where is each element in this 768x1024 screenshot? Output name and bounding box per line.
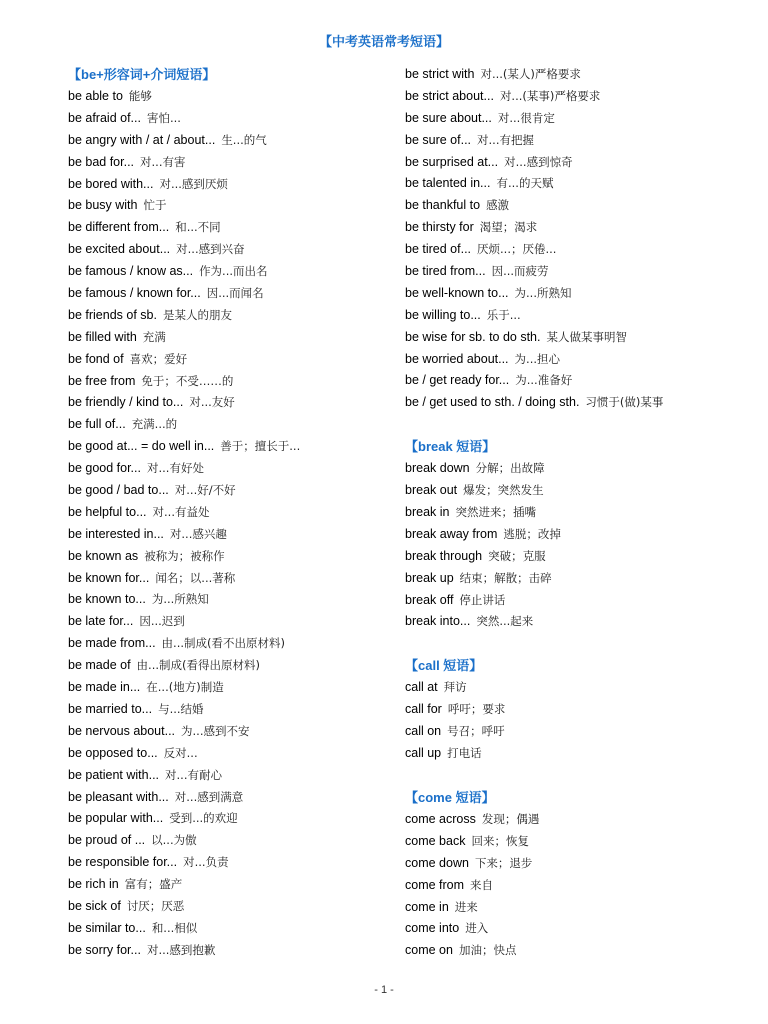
phrase-row bbox=[68, 480, 388, 502]
phrase-english: be interested in... bbox=[68, 526, 164, 541]
phrase-row bbox=[405, 195, 755, 217]
phrase-english: be helpful to... bbox=[68, 504, 147, 519]
section-gap bbox=[405, 633, 755, 655]
phrase-row bbox=[68, 699, 388, 721]
phrase-english: be filled with bbox=[68, 329, 137, 344]
phrase-chinese: 加油；快点 bbox=[458, 943, 517, 958]
phrase-row bbox=[405, 677, 755, 699]
phrase-english: be busy with bbox=[68, 198, 138, 213]
phrase-list-come bbox=[405, 809, 755, 962]
phrase-chinese: 突然进来；插嘴 bbox=[455, 505, 536, 520]
phrase-english: break out bbox=[405, 483, 458, 498]
phrase-row bbox=[68, 655, 388, 677]
phrase-row bbox=[405, 853, 755, 875]
phrase-english: be opposed to... bbox=[68, 745, 158, 760]
phrase-row bbox=[68, 743, 388, 765]
phrase-row bbox=[405, 349, 755, 371]
phrase-row bbox=[405, 590, 755, 612]
phrase-row bbox=[405, 64, 755, 86]
phrase-chinese: 为...担心 bbox=[514, 351, 561, 366]
phrase-english: be popular with... bbox=[68, 811, 164, 826]
phrase-chinese: 呼吁；要求 bbox=[447, 702, 506, 717]
section-heading-break: 【break 短语】 bbox=[405, 439, 496, 455]
phrase-english: be sure about... bbox=[405, 110, 492, 125]
phrase-row bbox=[405, 875, 755, 897]
phrase-chinese: 对...感兴趣 bbox=[169, 526, 227, 541]
phrase-english: be strict with bbox=[405, 67, 475, 81]
phrase-chinese: 与...结婚 bbox=[158, 701, 204, 716]
phrase-chinese: 对...(某人)严格要求 bbox=[480, 67, 581, 81]
phrase-english: come across bbox=[405, 811, 476, 826]
phrase-english: come in bbox=[405, 899, 449, 914]
phrase-english: be / get ready for... bbox=[405, 373, 510, 388]
phrase-chinese: 被称为；被称作 bbox=[144, 548, 225, 563]
phrase-english: be made of bbox=[68, 658, 131, 673]
phrase-list-break bbox=[405, 458, 755, 633]
phrase-chinese: 因...迟到 bbox=[139, 614, 185, 629]
phrase-chinese: 渴望；渴求 bbox=[479, 220, 538, 235]
phrase-english: be friends of sb. bbox=[68, 307, 157, 322]
left-column bbox=[68, 64, 388, 962]
phrase-row bbox=[405, 327, 755, 349]
phrase-row bbox=[405, 699, 755, 721]
phrase-english: be made in... bbox=[68, 680, 141, 695]
phrase-chinese: 充满...的 bbox=[131, 417, 178, 432]
right-column bbox=[405, 64, 755, 962]
phrase-row bbox=[68, 524, 388, 546]
phrase-english: be sorry for... bbox=[68, 942, 141, 957]
phrase-chinese: 厌烦...；厌倦... bbox=[477, 242, 557, 257]
phrase-chinese: 某人做某事明智 bbox=[546, 329, 627, 344]
phrase-row bbox=[68, 918, 388, 940]
phrase-chinese: 反对... bbox=[163, 745, 198, 760]
phrase-chinese: 为...准备好 bbox=[515, 373, 573, 388]
page-title: 【中考英语常考短语】 bbox=[318, 34, 449, 49]
phrase-english: be nervous about... bbox=[68, 723, 176, 738]
phrase-english: be known as bbox=[68, 548, 139, 563]
phrase-chinese: 分解；出故障 bbox=[475, 461, 545, 476]
phrase-row bbox=[68, 108, 388, 130]
phrase-chinese: 突破；克服 bbox=[488, 548, 546, 563]
phrase-row bbox=[68, 852, 388, 874]
phrase-chinese: 为...感到不安 bbox=[181, 723, 250, 738]
phrase-chinese: 对...(某事)严格要求 bbox=[499, 88, 601, 103]
phrase-chinese: 讨厌；厌恶 bbox=[126, 898, 185, 913]
phrase-row bbox=[68, 130, 388, 152]
phrase-chinese: 是某人的朋友 bbox=[162, 307, 232, 322]
phrase-row bbox=[68, 305, 388, 327]
phrase-english: break up bbox=[405, 570, 454, 585]
phrase-english: be worried about... bbox=[405, 351, 509, 366]
phrase-english: be strict about... bbox=[405, 88, 494, 103]
phrase-row bbox=[68, 327, 388, 349]
phrase-row bbox=[68, 371, 388, 393]
phrase-row bbox=[405, 918, 755, 940]
phrase-english: be sure of... bbox=[405, 132, 472, 147]
phrase-chinese: 和...不同 bbox=[175, 220, 221, 235]
phrase-row bbox=[405, 283, 755, 305]
phrase-row bbox=[405, 108, 755, 130]
section-heading-call: 【call 短语】 bbox=[405, 658, 483, 674]
phrase-chinese: 闻名；以...著称 bbox=[155, 570, 236, 585]
phrase-row bbox=[68, 611, 388, 633]
phrase-chinese: 突然...起来 bbox=[476, 614, 534, 629]
phrase-english: be similar to... bbox=[68, 920, 146, 935]
phrase-row bbox=[405, 721, 755, 743]
phrase-chinese: 对...负责 bbox=[183, 855, 229, 870]
phrase-list-call bbox=[405, 677, 755, 765]
phrase-english: be full of... bbox=[68, 417, 126, 432]
phrase-chinese: 受到...的欢迎 bbox=[169, 811, 238, 826]
phrase-row bbox=[68, 86, 388, 108]
phrase-english: call up bbox=[405, 746, 442, 761]
phrase-english: be known for... bbox=[68, 570, 150, 585]
phrase-row bbox=[68, 152, 388, 174]
phrase-english: be famous / know as... bbox=[68, 264, 194, 279]
phrase-row bbox=[405, 370, 755, 392]
phrase-english: be talented in... bbox=[405, 176, 491, 191]
phrase-chinese: 对...有耐心 bbox=[165, 767, 222, 782]
phrase-row bbox=[68, 217, 388, 239]
phrase-english: be / get used to sth. / doing sth. bbox=[405, 395, 580, 410]
phrase-row bbox=[68, 414, 388, 436]
phrase-row bbox=[405, 480, 755, 502]
phrase-row bbox=[405, 611, 755, 633]
phrase-row bbox=[68, 765, 388, 787]
phrase-chinese: 逃脱；改掉 bbox=[503, 526, 561, 541]
phrase-chinese: 和...相似 bbox=[151, 920, 198, 935]
phrase-english: be patient with... bbox=[68, 767, 160, 782]
phrase-row bbox=[405, 831, 755, 853]
phrase-chinese: 对...有益处 bbox=[152, 504, 210, 519]
phrase-chinese: 来自 bbox=[470, 877, 494, 892]
phrase-chinese: 能够 bbox=[128, 89, 152, 103]
phrase-english: be thirsty for bbox=[405, 220, 474, 235]
phrase-chinese: 富有；盛产 bbox=[124, 877, 183, 892]
phrase-row bbox=[405, 130, 755, 152]
phrase-row bbox=[405, 897, 755, 919]
phrase-english: be willing to... bbox=[405, 307, 481, 322]
phrase-english: come on bbox=[405, 943, 453, 958]
phrase-row bbox=[68, 239, 388, 261]
phrase-english: be known to... bbox=[68, 592, 146, 607]
phrase-chinese: 爆发；突然发生 bbox=[463, 483, 544, 498]
phrase-english: break off bbox=[405, 592, 454, 607]
section-heading-come: 【come 短语】 bbox=[405, 789, 495, 805]
phrase-english: be afraid of... bbox=[68, 110, 141, 125]
phrase-row bbox=[68, 677, 388, 699]
phrase-chinese: 对...感到满意 bbox=[174, 789, 244, 804]
phrase-chinese: 因...而疲劳 bbox=[491, 264, 549, 279]
phrase-row bbox=[68, 721, 388, 743]
phrase-row bbox=[68, 502, 388, 524]
phrase-row bbox=[68, 633, 388, 655]
phrase-chinese: 对...很肯定 bbox=[497, 110, 555, 125]
phrase-english: be bored with... bbox=[68, 176, 154, 191]
phrase-chinese: 对...感到惊奇 bbox=[504, 154, 573, 169]
phrase-chinese: 进入 bbox=[465, 921, 489, 936]
phrase-chinese: 喜欢；爱好 bbox=[129, 351, 188, 366]
phrase-chinese: 以...为傲 bbox=[151, 833, 197, 848]
phrase-row bbox=[68, 349, 388, 371]
phrase-row bbox=[405, 458, 755, 480]
phrase-chinese: 忙于 bbox=[143, 198, 167, 213]
phrase-row bbox=[405, 743, 755, 765]
phrase-chinese: 因...而闻名 bbox=[206, 286, 264, 301]
phrase-chinese: 由...制成(看不出原材料) bbox=[161, 636, 285, 651]
phrase-english: call at bbox=[405, 680, 438, 695]
phrase-english: be good / bad to... bbox=[68, 483, 169, 498]
phrase-chinese: 为...所熟知 bbox=[514, 285, 572, 300]
phrase-list-be-continued bbox=[405, 64, 755, 414]
phrase-chinese: 害怕... bbox=[146, 110, 181, 125]
phrase-row bbox=[405, 546, 755, 568]
phrase-english: call for bbox=[405, 702, 442, 717]
phrase-chinese: 免于；不受……的 bbox=[141, 373, 234, 388]
phrase-english: be friendly / kind to... bbox=[68, 395, 184, 410]
phrase-row bbox=[68, 940, 388, 962]
phrase-chinese: 在...(地方)制造 bbox=[146, 680, 224, 695]
phrase-english: come back bbox=[405, 833, 466, 848]
phrase-row bbox=[68, 546, 388, 568]
phrase-row bbox=[68, 174, 388, 196]
phrase-chinese: 拜访 bbox=[443, 680, 467, 695]
section-gap bbox=[405, 414, 755, 436]
phrase-english: be responsible for... bbox=[68, 855, 178, 870]
phrase-row bbox=[405, 261, 755, 283]
phrase-row bbox=[68, 787, 388, 809]
phrase-english: break into... bbox=[405, 614, 471, 629]
phrase-english: be married to... bbox=[68, 701, 153, 716]
phrase-row bbox=[68, 896, 388, 918]
phrase-english: be late for... bbox=[68, 614, 134, 629]
phrase-row bbox=[68, 874, 388, 896]
phrase-row bbox=[68, 458, 388, 480]
phrase-english: be free from bbox=[68, 373, 136, 388]
phrase-chinese: 发现；偶遇 bbox=[481, 811, 540, 826]
phrase-row bbox=[68, 589, 388, 611]
section-heading-be-adj-prep: 【be+形容词+介词短语】 bbox=[68, 67, 216, 82]
phrase-chinese: 对...感到厌烦 bbox=[159, 176, 228, 191]
phrase-chinese: 对...有把握 bbox=[477, 132, 534, 147]
phrase-row bbox=[68, 261, 388, 283]
phrase-english: be excited about... bbox=[68, 242, 171, 257]
phrase-english: be wise for sb. to do sth. bbox=[405, 329, 541, 344]
phrase-english: be famous / known for... bbox=[68, 286, 201, 301]
phrase-row bbox=[405, 305, 755, 327]
phrase-row bbox=[405, 502, 755, 524]
phrase-chinese: 停止讲话 bbox=[459, 592, 506, 607]
phrase-english: be tired from... bbox=[405, 264, 486, 279]
phrase-english: be angry with / at / about... bbox=[68, 132, 216, 147]
phrase-english: be bad for... bbox=[68, 154, 135, 169]
phrase-row bbox=[68, 830, 388, 852]
section-gap bbox=[405, 765, 755, 787]
phrase-english: break through bbox=[405, 548, 483, 563]
phrase-row bbox=[405, 152, 755, 174]
phrase-row bbox=[68, 436, 388, 458]
phrase-row bbox=[405, 239, 755, 261]
phrase-chinese: 对...感到兴奋 bbox=[176, 242, 245, 257]
phrase-english: be sick of bbox=[68, 898, 121, 913]
page-number: - 1 - bbox=[374, 984, 394, 996]
phrase-english: call on bbox=[405, 724, 442, 739]
phrase-row bbox=[68, 808, 388, 830]
phrase-chinese: 由...制成(看得出原材料) bbox=[136, 658, 260, 673]
phrase-chinese: 充满 bbox=[142, 329, 166, 344]
phrase-row bbox=[68, 195, 388, 217]
phrase-english: be different from... bbox=[68, 220, 170, 235]
phrase-english: be surprised at... bbox=[405, 154, 499, 169]
phrase-english: break down bbox=[405, 461, 470, 476]
phrase-english: be tired of... bbox=[405, 242, 472, 257]
phrase-english: be good for... bbox=[68, 461, 141, 476]
phrase-english: come into bbox=[405, 921, 460, 936]
phrase-chinese: 进来 bbox=[454, 899, 478, 914]
phrase-english: be able to bbox=[68, 89, 123, 103]
phrase-chinese: 对...有害 bbox=[140, 154, 186, 169]
phrase-english: be proud of ... bbox=[68, 833, 146, 848]
phrase-english: come down bbox=[405, 855, 469, 870]
phrase-row bbox=[405, 940, 755, 962]
phrase-english: be made from... bbox=[68, 636, 156, 651]
phrase-row bbox=[405, 86, 755, 108]
phrase-english: be well-known to... bbox=[405, 285, 509, 300]
phrase-row bbox=[68, 392, 388, 414]
phrase-row bbox=[405, 217, 755, 239]
phrase-row bbox=[405, 173, 755, 195]
phrase-row bbox=[405, 524, 755, 546]
phrase-english: come from bbox=[405, 877, 465, 892]
phrase-english: be thankful to bbox=[405, 198, 481, 213]
phrase-chinese: 下来；退步 bbox=[474, 855, 533, 870]
phrase-row bbox=[68, 283, 388, 305]
phrase-english: be pleasant with... bbox=[68, 789, 169, 804]
phrase-chinese: 对...友好 bbox=[189, 395, 235, 410]
phrase-chinese: 对...感到抱歉 bbox=[146, 942, 216, 957]
phrase-row bbox=[405, 809, 755, 831]
phrase-chinese: 回来；恢复 bbox=[471, 833, 529, 848]
phrase-chinese: 对...好/不好 bbox=[174, 483, 236, 498]
phrase-chinese: 对...有好处 bbox=[146, 461, 204, 476]
phrase-english: break away from bbox=[405, 526, 498, 541]
phrase-chinese: 为...所熟知 bbox=[151, 592, 209, 607]
phrase-chinese: 生...的气 bbox=[221, 132, 267, 147]
phrase-chinese: 习惯于(做)某事 bbox=[585, 395, 664, 410]
phrase-chinese: 号召；呼吁 bbox=[447, 724, 505, 739]
phrase-chinese: 有...的天赋 bbox=[496, 176, 554, 191]
phrase-chinese: 乐于... bbox=[486, 307, 521, 322]
phrase-english: be fond of bbox=[68, 351, 124, 366]
phrase-chinese: 作为...而出名 bbox=[199, 264, 268, 279]
phrase-chinese: 结束；解散；击碎 bbox=[459, 570, 552, 585]
phrase-chinese: 打电话 bbox=[447, 746, 482, 761]
phrase-row bbox=[68, 568, 388, 590]
phrase-chinese: 善于；擅长于... bbox=[220, 439, 301, 454]
phrase-row bbox=[405, 568, 755, 590]
phrase-list-be bbox=[68, 86, 388, 962]
phrase-chinese: 感激 bbox=[486, 198, 510, 213]
phrase-row bbox=[405, 392, 755, 414]
phrase-english: break in bbox=[405, 505, 450, 520]
phrase-english: be rich in bbox=[68, 877, 119, 892]
phrase-english: be good at... = do well in... bbox=[68, 439, 215, 454]
